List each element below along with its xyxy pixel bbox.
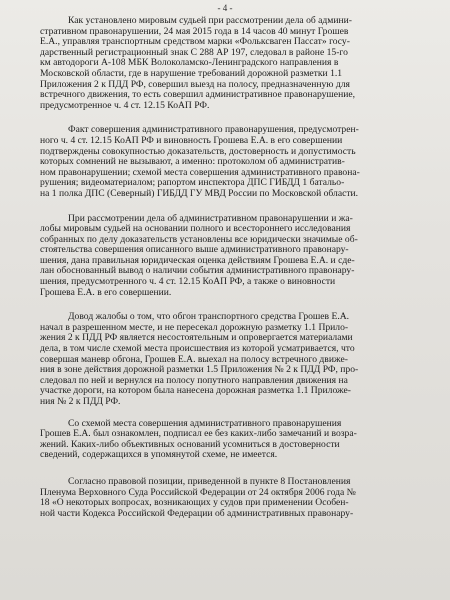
text-line: При рассмотрении дела об административном правонарушении и жа- — [68, 213, 353, 224]
text-line: следовал по ней и вернулся на полосу попутного направления движения на — [40, 375, 348, 386]
text-line: дела, в том числе схемой места происшествия из которой усматривается, что — [40, 344, 355, 355]
text-line: Московской области, где в нарушение требований дорожной разметки 1.1 — [40, 68, 343, 79]
text-line: Приложения 2 к ПДД РФ, совершил выезд на полосу, предназначенную для — [40, 79, 350, 90]
text-line: шения, предусмотренного ч. 4 ст. 12.15 КоАП РФ, а также о виновности — [40, 277, 336, 288]
text-line: Довод жалобы о том, что обгон транспортного средства Грошев Е.А. — [68, 312, 350, 323]
text-line: ния в зоне действия дорожной разметки 1.5 Приложения № 2 к ПДД РФ, про- — [40, 365, 359, 376]
text-line: участке дороги, на котором была нанесена дорожная разметка 1.1 Приложе- — [40, 386, 351, 397]
text-line: начал в разрешенном месте, и не пересекал дорожную разметку 1.1 Прило- — [40, 322, 349, 333]
text-line: Пленума Верховного Суда Российской Федерации от 24 октября 2006 года № — [40, 487, 356, 498]
text-line: Как установлено мировым судьей при рассмотрении дела об админи- — [68, 16, 352, 26]
text-line: стоятельства совершения описанного выше административного правонару- — [40, 245, 349, 256]
text-line: лан обоснованный вывод о наличии события административного правонару- — [40, 266, 355, 277]
paragraph-3 — [40, 214, 428, 299]
text-line: лобы мировым судьей на основании полного и всестороннего исследования — [40, 224, 351, 235]
text-line: рушения; видеоматериалом; рапортом инспектора ДПС ГИБДД 1 батальо- — [40, 178, 345, 189]
text-line: Грошев Е.А. был ознакомлен, подписал ее без каких-либо замечаний и возра- — [40, 429, 357, 440]
text-line: на 1 полка ДПС (Северный) ГИБДД ГУ МВД России по Московской области. — [40, 188, 359, 199]
text-line: ного ч. 4 ст. 12.15 КоАП РФ и виновность Грошева Е.А. в его совершении — [40, 135, 343, 146]
text-line: дарственный регистрационный знак С 288 АР 197, следовал в районе 15-го — [40, 47, 348, 58]
paragraph-4 — [40, 312, 428, 407]
text-line: совершая маневр обгона, Грошев Е.А. выехал на полосу встречного движе- — [40, 354, 348, 365]
paragraph-6 — [40, 477, 428, 519]
text-line: Факт совершения административного правонарушения, предусмотрен- — [68, 125, 359, 136]
text-line: ной части Кодекса Российской Федерации об административных правонару- — [40, 508, 354, 519]
text-line: жения 2 к ПДД РФ является несостоятельным и опровергается материалами — [40, 333, 353, 344]
document-body — [40, 14, 428, 530]
text-line: стративном правонарушении, 24 мая 2015 года в 14 часов 40 минут Грошев — [40, 26, 349, 37]
text-line: встречного движения, то есть совершил административное правонарушение, — [40, 90, 355, 101]
page-number: - 4 - — [217, 3, 233, 13]
text-line: сведений, содержащихся в упомянутой схеме, не имеется. — [40, 450, 278, 461]
text-line: Грошева Е.А. в его совершении. — [40, 287, 172, 298]
text-line: шения, дана правильная юридическая оценка действиям Грошева Е.А. и сде- — [40, 255, 355, 266]
text-line: Со схемой места совершения административного правонарушения — [68, 418, 342, 429]
paragraph-2 — [40, 125, 428, 199]
paragraph-5 — [40, 419, 428, 461]
paragraph-1 — [40, 16, 428, 111]
text-line: подтверждены совокупностью доказательств, достоверность и допустимость — [40, 146, 356, 157]
text-line: которых сомнений не вызывают, а именно: протоколом об административ- — [40, 157, 345, 168]
text-line: ния № 2 к ПДД РФ. — [40, 397, 121, 407]
text-line: жений. Каких-либо объективных оснований усомниться в достоверности — [40, 439, 340, 450]
text-line: км автодороги А-108 МБК Волоколамско-Ленинградского направления в — [40, 58, 339, 69]
text-line: собранных по делу доказательств установлены все юридически значимые об- — [40, 234, 358, 245]
text-line: 18 «О некоторых вопросах, возникающих у судов при применении Особен- — [40, 498, 349, 509]
text-line: Е.А., управляя транспортным средством марки «Фольксваген Пассат» госу- — [40, 37, 350, 48]
text-line: предусмотренное ч. 4 ст. 12.15 КоАП РФ. — [40, 100, 210, 111]
text-line: ном правонарушении; схемой места совершения административного правона- — [40, 167, 360, 178]
text-line: Согласно правовой позиции, приведенной в пункте 8 Постановления — [68, 476, 351, 487]
